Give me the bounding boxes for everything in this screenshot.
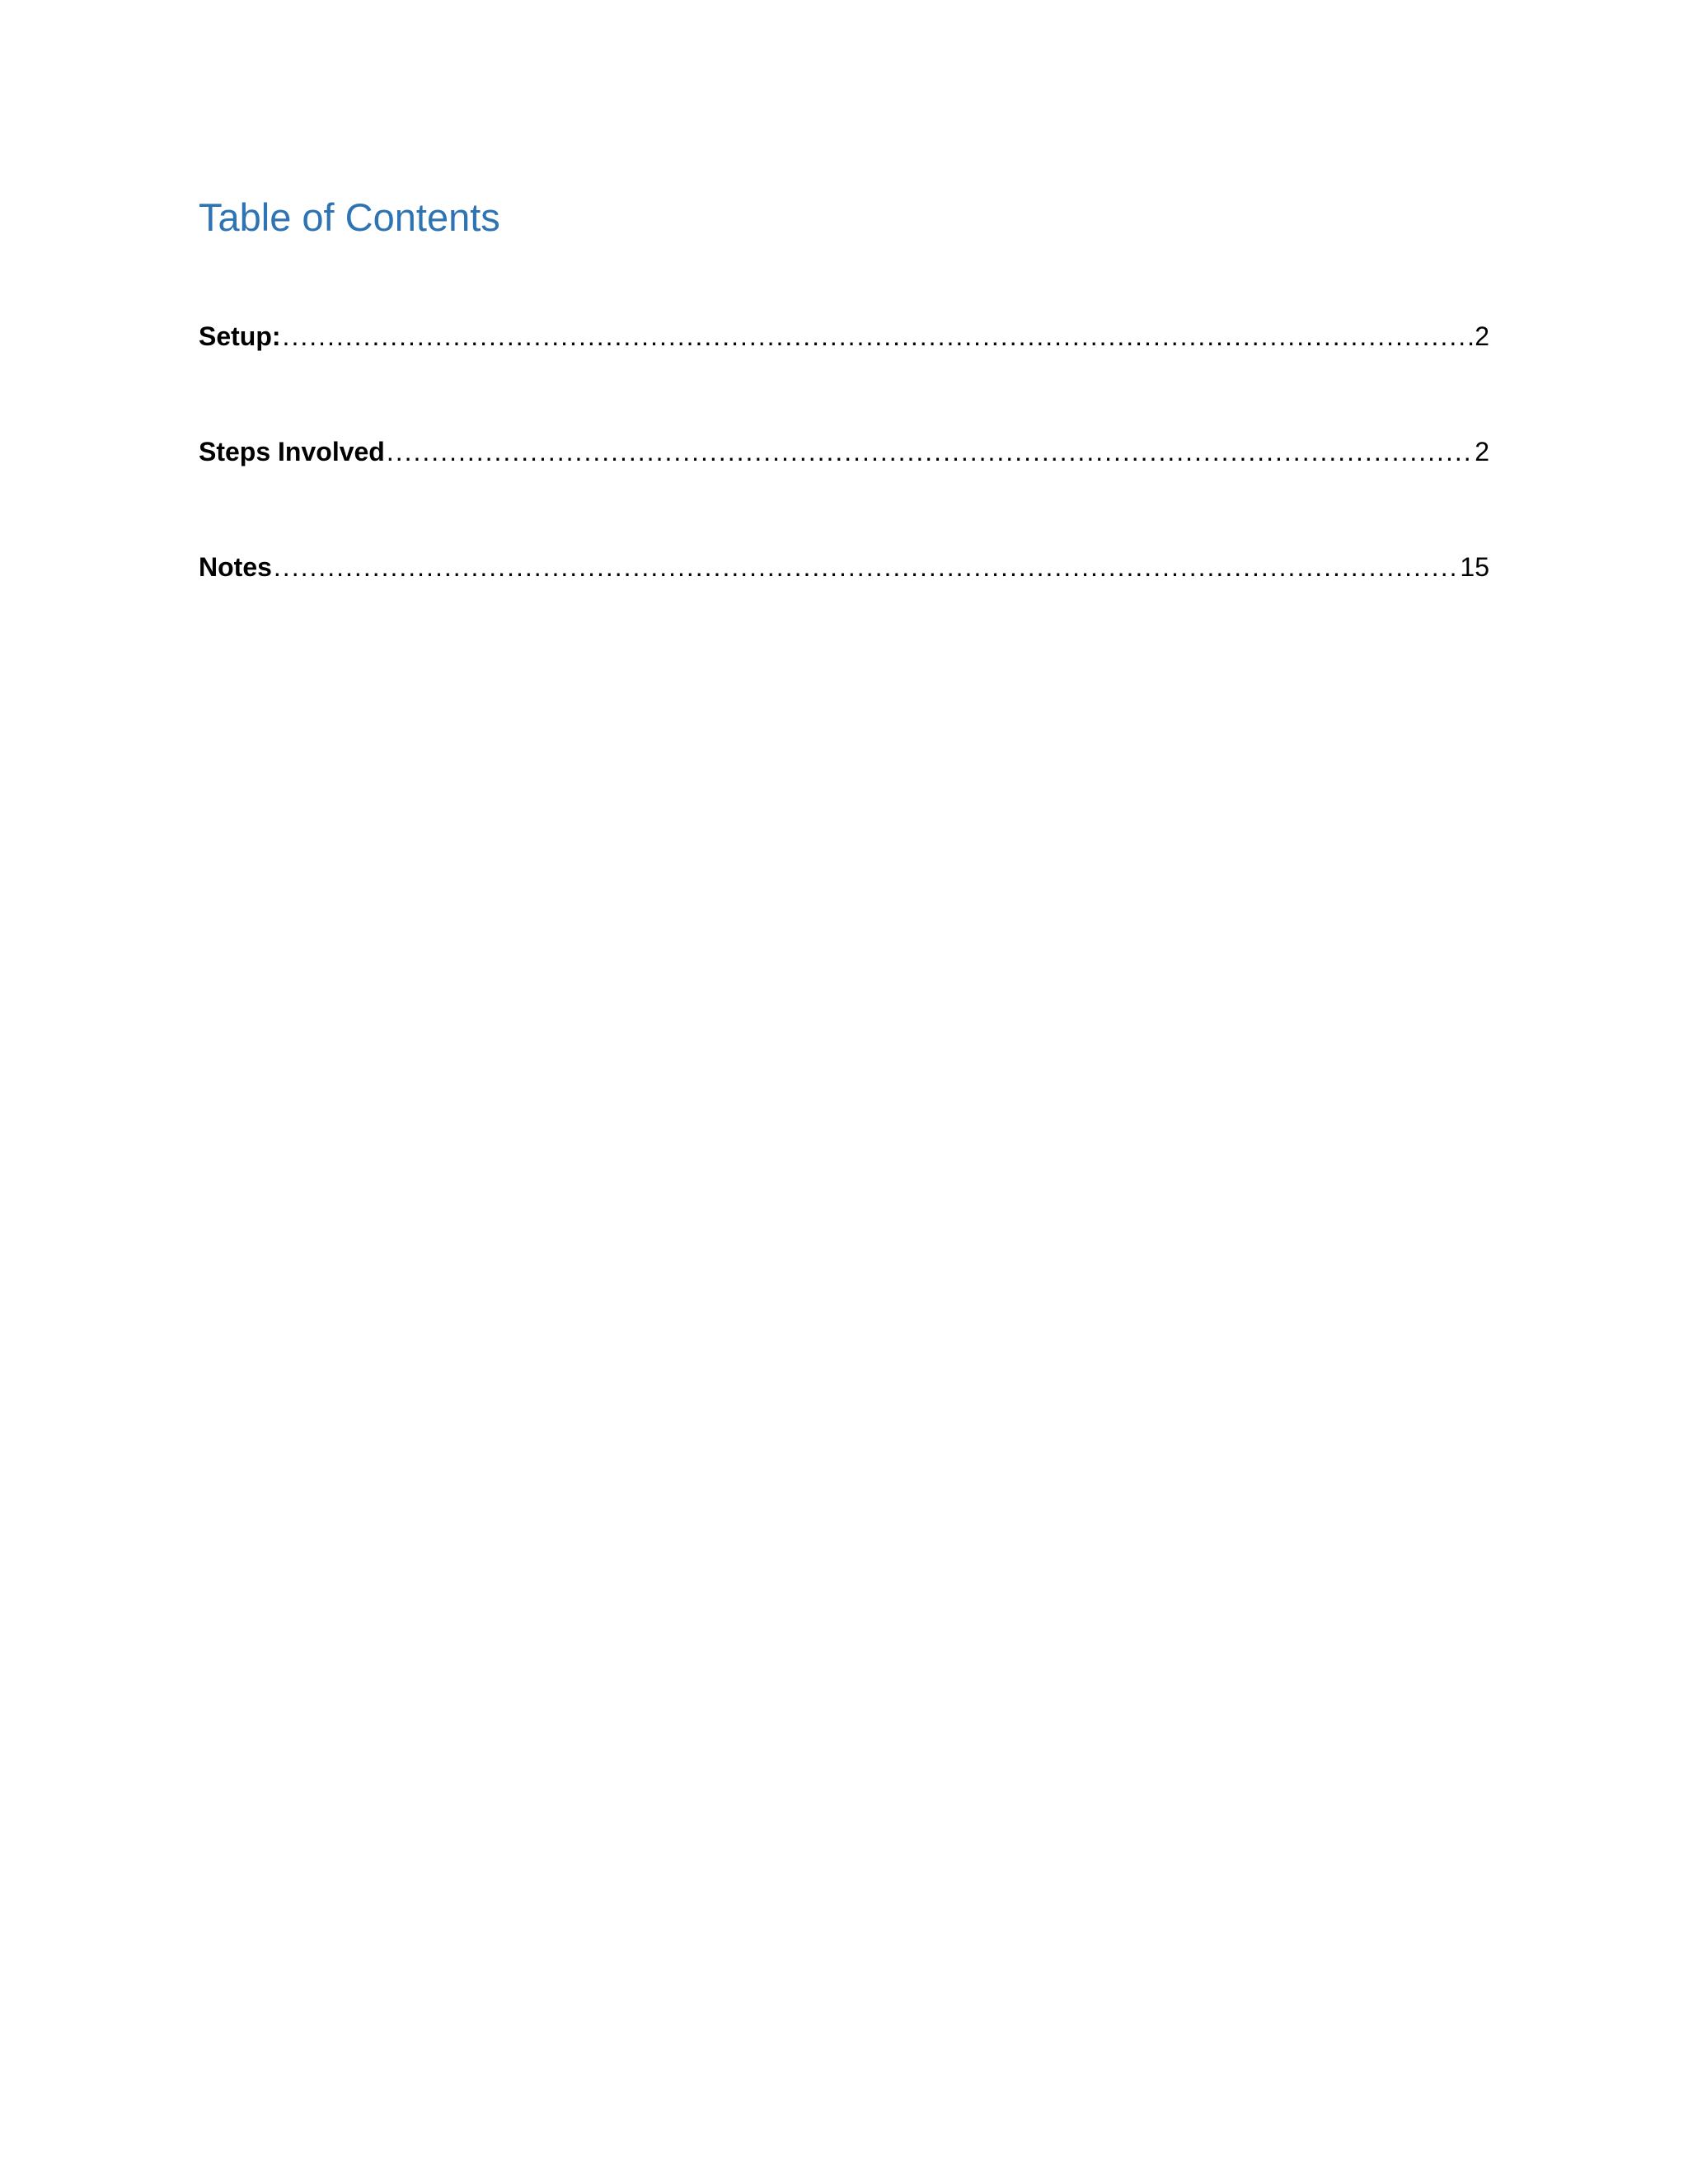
toc-entry-label: Notes (199, 552, 272, 582)
toc-entry-label: Setup: (199, 321, 281, 351)
toc-entry-page-number: 15 (1460, 552, 1489, 582)
toc-dot-leader (274, 548, 1459, 586)
toc-list (199, 317, 1489, 663)
toc-dot-leader (387, 433, 1473, 471)
toc-entry-page-number: 2 (1475, 437, 1489, 466)
toc-entry-label: Steps Involved (199, 437, 385, 466)
toc-entry-setup[interactable] (199, 317, 1489, 433)
toc-dot-leader (283, 317, 1474, 355)
toc-entry-steps-involved[interactable] (199, 433, 1489, 548)
toc-heading: Table of Contents (199, 195, 500, 239)
toc-entry-notes[interactable] (199, 548, 1489, 663)
toc-entry-page-number: 2 (1475, 321, 1489, 351)
